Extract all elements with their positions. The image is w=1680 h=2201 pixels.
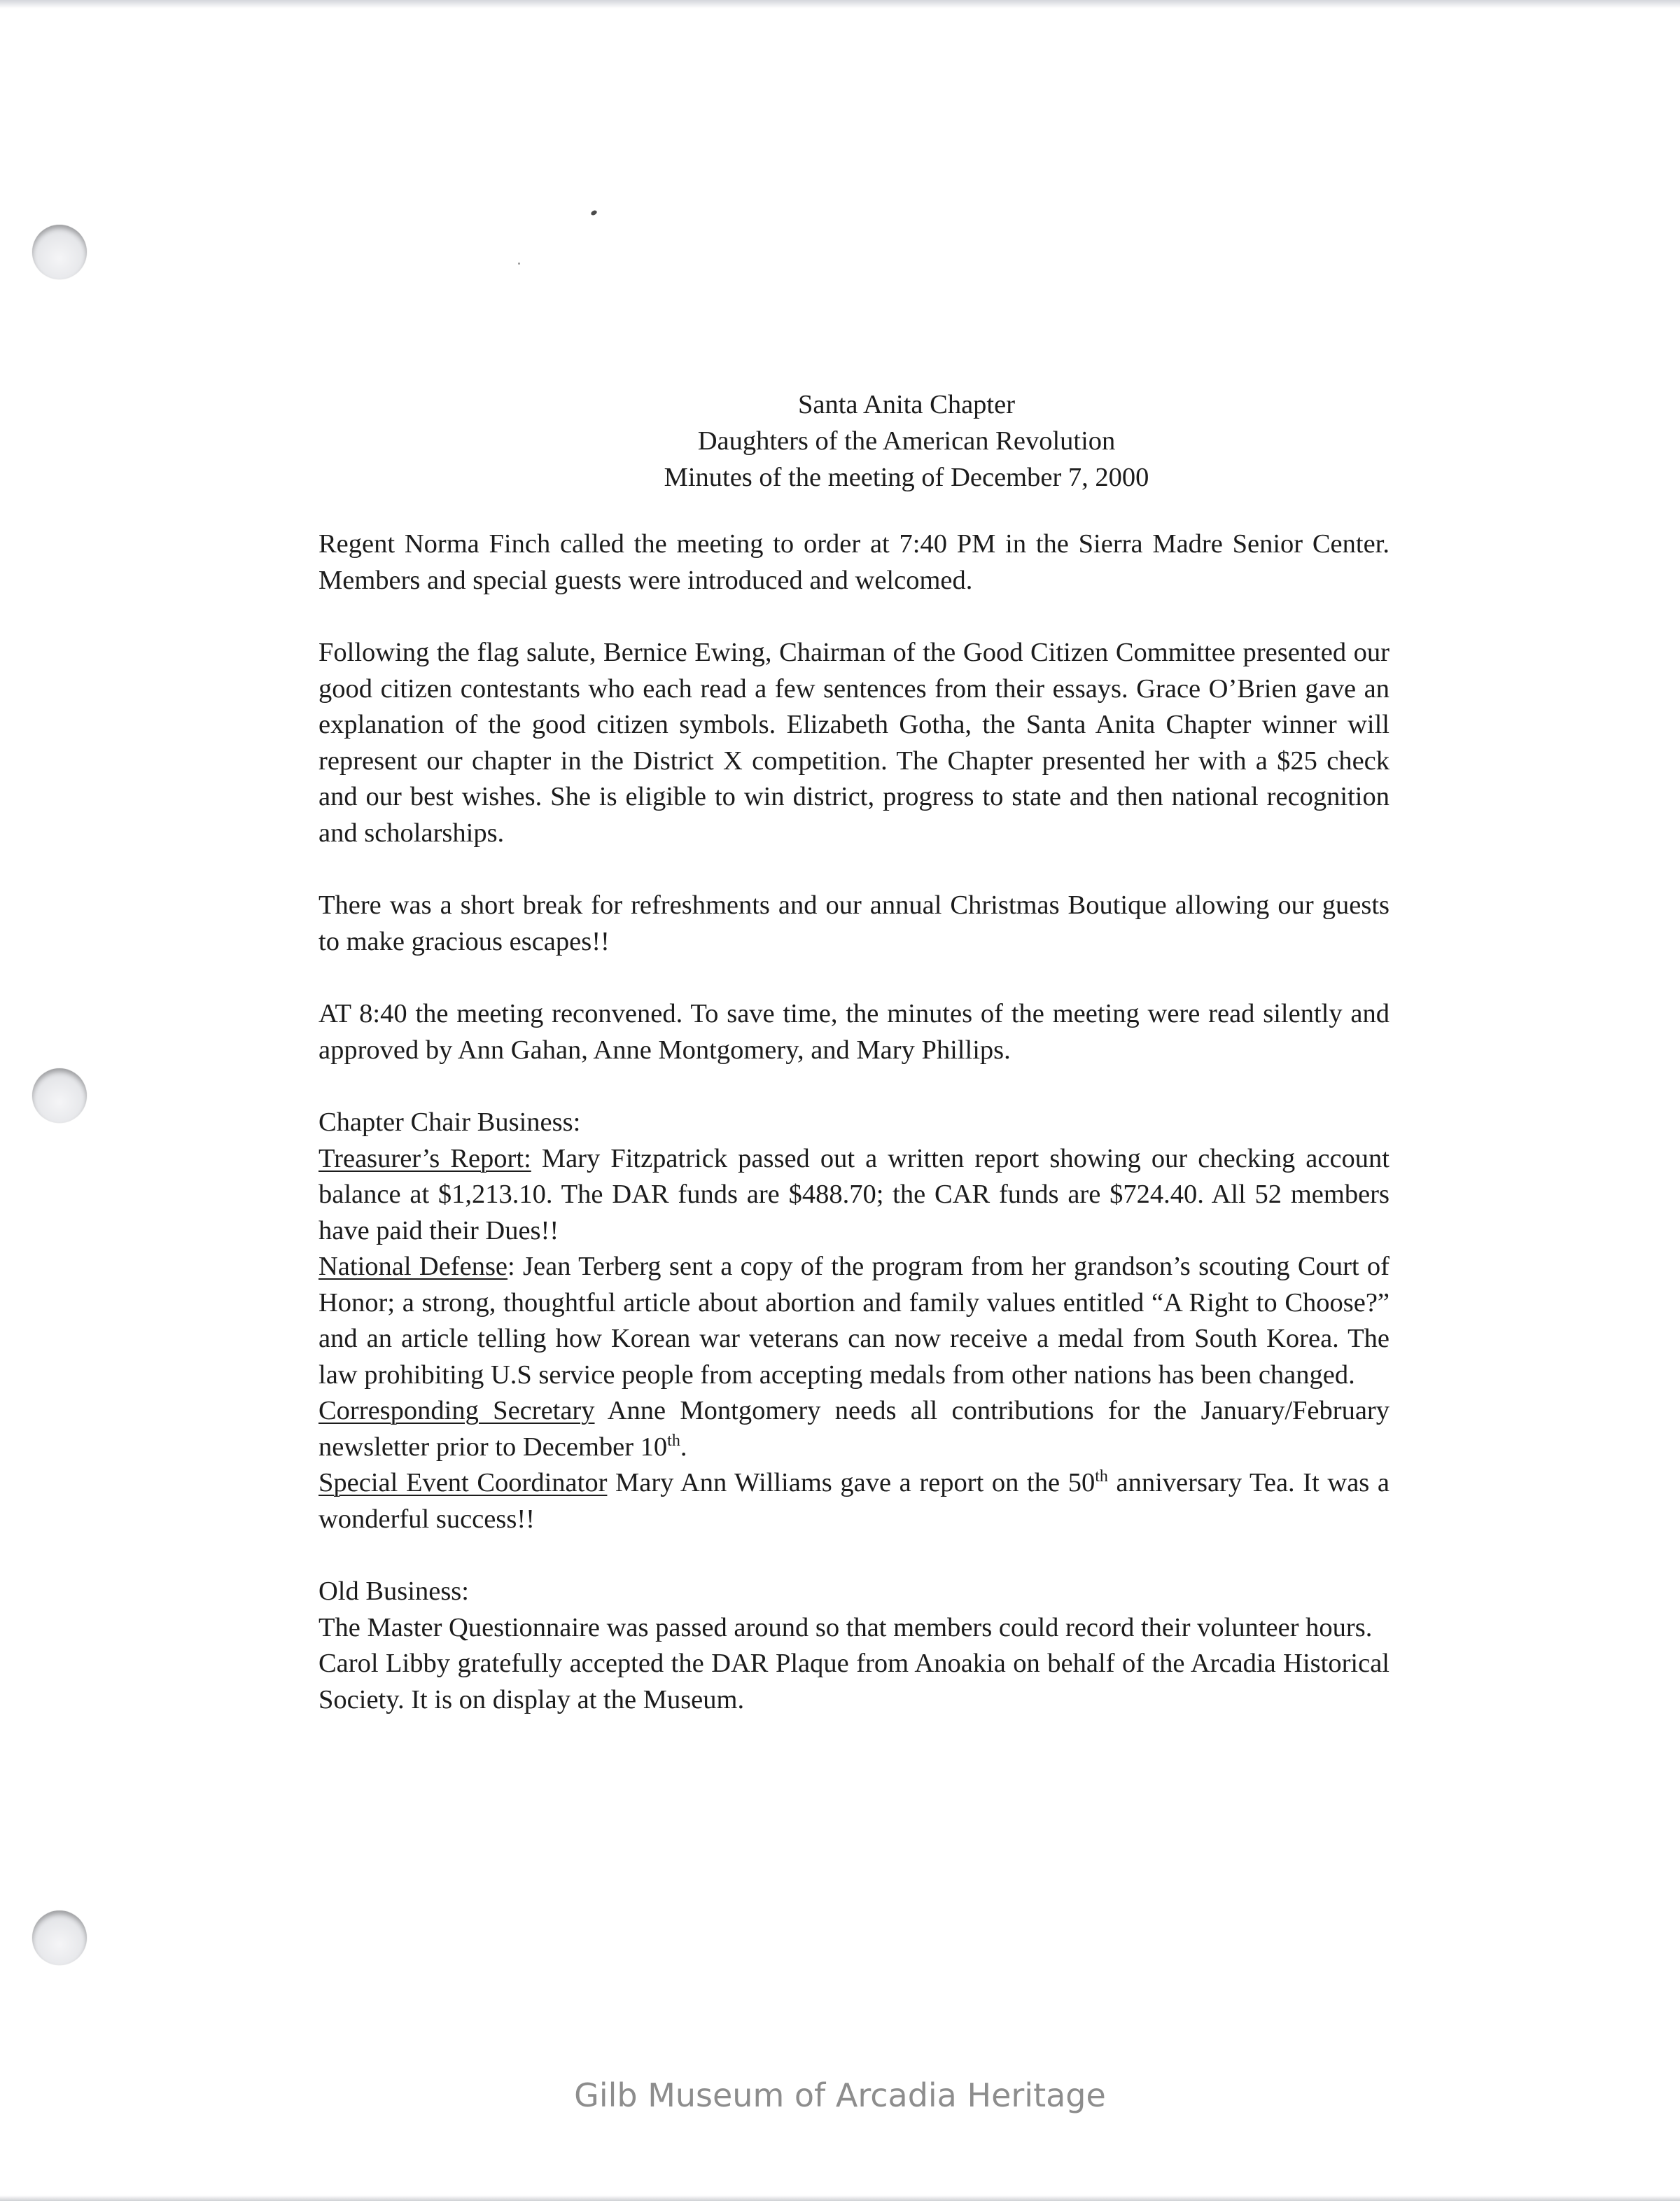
old-business-item: Carol Libby gratefully accepted the DAR Plaque from Anoakia on behalf of the Arcadia Historical Society. It is on display at the Museum.	[318, 1649, 1390, 1714]
break-paragraph: There was a short break for refreshments and our annual Christmas Boutique allowing our guests to make gracious escapes!!	[318, 890, 1390, 956]
corresponding-secretary-end: .	[680, 1432, 687, 1462]
good-citizen-paragraph: Following the flag salute, Bernice Ewing, Chairman of the Good Citizen Committee presented our good citizen contestants who each read a few sentences from their essays. Grace O’Brien gave an explanation of the good citizen symbols. Elizabeth Gotha, the Santa Anita Chapter winner will represent our chapter in the District X competition. The Chapter presented her with a $25 check and our best wishes. She is eligible to win district, progress to state and then national recognition and scholarships.	[318, 638, 1390, 848]
chapter-name: Santa Anita Chapter	[797, 390, 1016, 419]
punch-hole-top	[32, 225, 87, 279]
national-defense-text: : Jean Terberg sent a copy of the program from her grandson’s scouting Court of Honor; a strong, thoughtful article about abortion and family values entitled “A Right to Choose?” and an article telling how Korean war veterans can now receive a medal from South Korea. The law prohibiting U.S service people from accepting medals from other nations has been changed.	[318, 1252, 1390, 1390]
scan-top-edge	[0, 0, 1680, 8]
special-event-label: Special Event Coordinator	[318, 1468, 608, 1497]
chapter-chair-heading: Chapter Chair Business:	[318, 1108, 581, 1137]
treasurer-report	[318, 1141, 1390, 1250]
organization-name: Daughters of the American Revolution	[697, 426, 1116, 456]
scan-bottom-edge	[0, 2195, 1680, 2201]
ordinal-suffix: th	[667, 1431, 680, 1450]
treasurer-report-label: Treasurer’s Report:	[318, 1143, 531, 1173]
old-business-section	[318, 1574, 1390, 1718]
corresponding-secretary-report	[318, 1393, 1390, 1465]
scan-speck	[518, 263, 520, 265]
chapter-chair-section	[318, 1105, 1390, 1537]
punch-hole-middle	[32, 1068, 87, 1123]
reconvened-paragraph: AT 8:40 the meeting reconvened. To save time, the minutes of the meeting were read silently and approved by Ann Gahan, Anne Montgomery, and Mary Phillips.	[318, 999, 1390, 1065]
special-event-end: anniversary Tea. It was a wonderful success!!	[318, 1468, 1390, 1534]
punch-hole-bottom	[32, 1910, 87, 1965]
opening-paragraph: Regent Norma Finch called the meeting to order at 7:40 PM in the Sierra Madre Senior Center. Members and special guests were introduced and welcomed.	[318, 529, 1390, 595]
corresponding-secretary-label: Corresponding Secretary	[318, 1396, 595, 1425]
old-business-item: The Master Questionnaire was passed around so that members could record their volunteer hours.	[318, 1612, 1373, 1642]
minutes-title: Minutes of the meeting of December 7, 2000	[664, 463, 1149, 492]
national-defense-label: National Defense	[318, 1252, 508, 1281]
ordinal-suffix: th	[1095, 1467, 1108, 1486]
document-header	[424, 386, 1390, 496]
meeting-minutes-document	[318, 386, 1390, 1718]
treasurer-report-text: Mary Fitzpatrick passed out a written report showing our checking account balance at $1,213.10. The DAR funds are $488.70; the CAR funds are $724.40. All 52 members have paid their Dues!!	[318, 1143, 1390, 1245]
special-event-text: Mary Ann Williams gave a report on the 50	[607, 1468, 1096, 1497]
museum-watermark-footer: Gilb Museum of Arcadia Heritage	[574, 2076, 1106, 2114]
scan-speck	[590, 209, 598, 216]
old-business-heading: Old Business:	[318, 1577, 469, 1606]
special-event-report	[318, 1465, 1390, 1537]
corresponding-secretary-text: Anne Montgomery needs all contributions for the January/February newsletter prior to December 10	[318, 1396, 1390, 1462]
national-defense-report	[318, 1249, 1390, 1393]
